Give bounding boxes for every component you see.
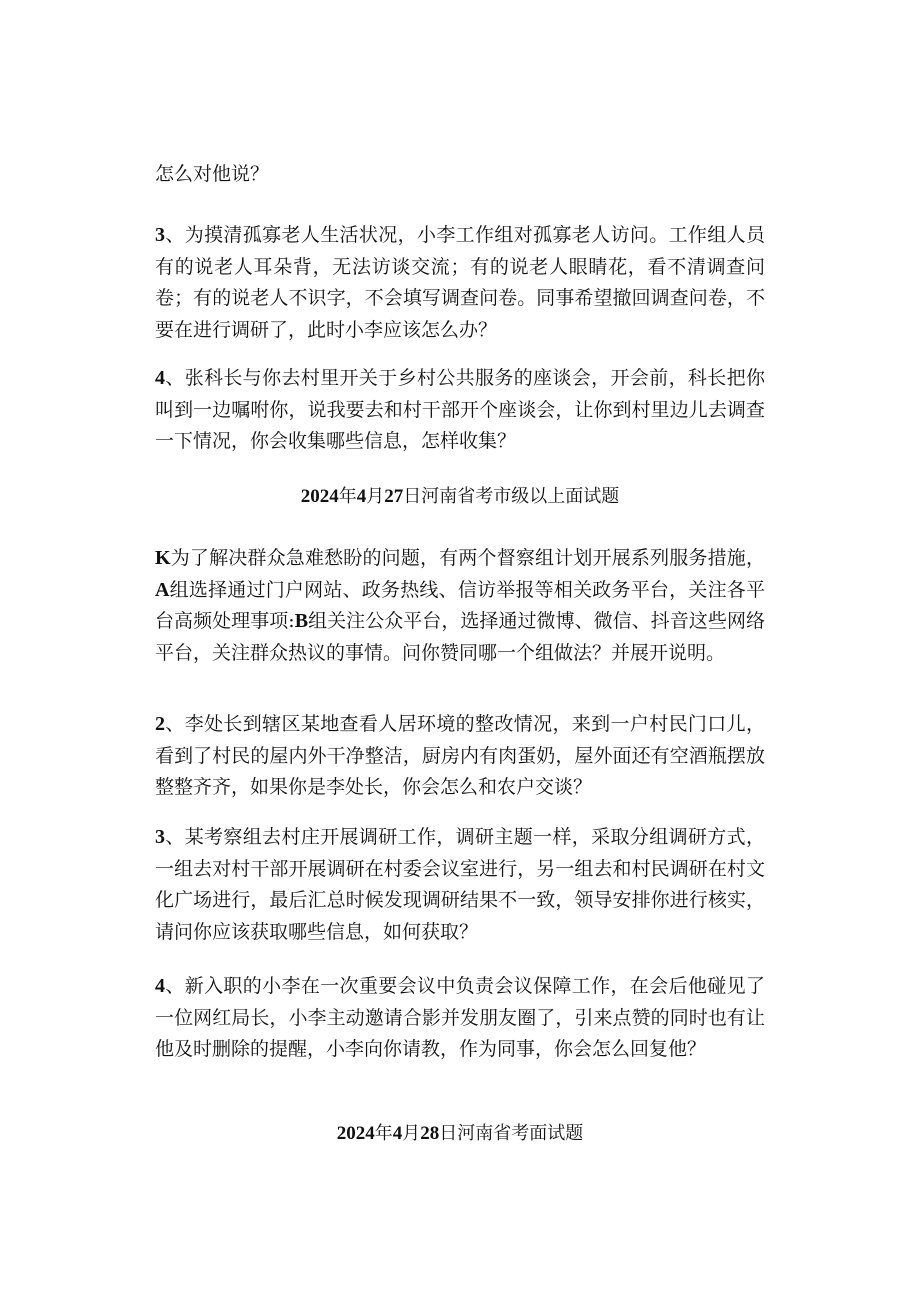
question-3-elderly-survey: [155, 220, 765, 346]
question-number: 4: [155, 367, 165, 389]
question-text: 组关注公众平台，选择通过微博、微信、抖音这些网络平台，关注群众热议的事情。问你赞同哪一个组做法？并展开说明。: [155, 610, 765, 664]
heading-title: 日河南省考市级以上面试题: [403, 486, 620, 507]
question-4-village-meeting: [155, 363, 765, 458]
question-text: 为了解决群众急难愁盼的问题，有两个督察组计划开展系列服务措施，: [170, 547, 765, 569]
question-3-research-verification: [155, 822, 765, 948]
heading-year-suffix: 年: [374, 1123, 393, 1144]
group-a-label: A: [155, 578, 170, 601]
paragraph-text: 怎么对他说？: [155, 163, 270, 185]
question-text: 、李处长到辖区某地查看人居环境的整改情况，来到一户村民门口儿，看到了村民的屋内外干净整洁，厨房内有肉蛋奶，屋外面还有空酒瓶摆放整整齐齐，如果你是李处长，你会怎么和农户交谈？: [155, 713, 765, 798]
question-text: 、新入职的小李在一次重要会议中负责会议保障工作，在会后他碰见了一位网红局长，小李主动邀请合影并发朋友圈了，引来点赞的同时也有让他及时删除的提醒，小李向你请教，作为同事，你会怎么回复他？: [155, 975, 765, 1060]
paragraph-continuation: [155, 159, 765, 191]
question-2-village-visit: [155, 709, 765, 804]
question-number: 4: [155, 975, 165, 997]
heading-day: 28: [420, 1123, 440, 1144]
question-number: K: [155, 547, 171, 569]
heading-month: 4: [356, 486, 367, 507]
question-number: 3: [155, 224, 165, 246]
heading-year-suffix: 年: [338, 486, 357, 507]
heading-month-suffix: 月: [402, 1123, 421, 1144]
heading-month: 4: [392, 1123, 403, 1144]
question-text: 、某考察组去村庄开展调研工作，调研主题一样，采取分组调研方式，一组去对村干部开展调研在村委会议室进行，另一组去和村民调研在村文化广场进行，最后汇总时候发现调研结果不一致，领导安排你进行核实，请问你应该获取哪些信息，如何获取？: [155, 826, 765, 943]
heading-year: 2024: [300, 486, 339, 507]
question-text: 组选择通过门户网站、政务热线、信访举报等相关政务平台，关注各平台高频处理事项:: [155, 578, 765, 632]
question-4-group-photo: [155, 971, 765, 1066]
question-number: 3: [155, 826, 165, 848]
heading-month-suffix: 月: [366, 486, 385, 507]
heading-year: 2024: [336, 1123, 375, 1144]
section-heading-0428: [155, 1120, 765, 1148]
question-text: 、为摸清孤寡老人生活状况，小李工作组对孤寡老人访问。工作组人员有的说老人耳朵背，无法访谈交流；有的说老人眼睛花，看不清调查问卷；有的说老人不识字，不会填写调查问卷。同事希望撤回调查问卷，不要在进行调研了，此时小李应该怎么办？: [155, 224, 765, 341]
heading-title: 日河南省考面试题: [439, 1123, 584, 1144]
heading-day: 27: [384, 486, 404, 507]
question-number: 2: [155, 713, 165, 735]
question-1-supervision-groups: [155, 543, 765, 669]
section-heading-0427: [155, 483, 765, 511]
group-b-label: B: [294, 610, 309, 632]
question-text: 、张科长与你去村里开关于乡村公共服务的座谈会，开会前，科长把你叫到一边嘱咐你，说我要去和村干部开个座谈会，让你到村里边儿去调查一下情况，你会收集哪些信息，怎样收集？: [155, 367, 765, 452]
